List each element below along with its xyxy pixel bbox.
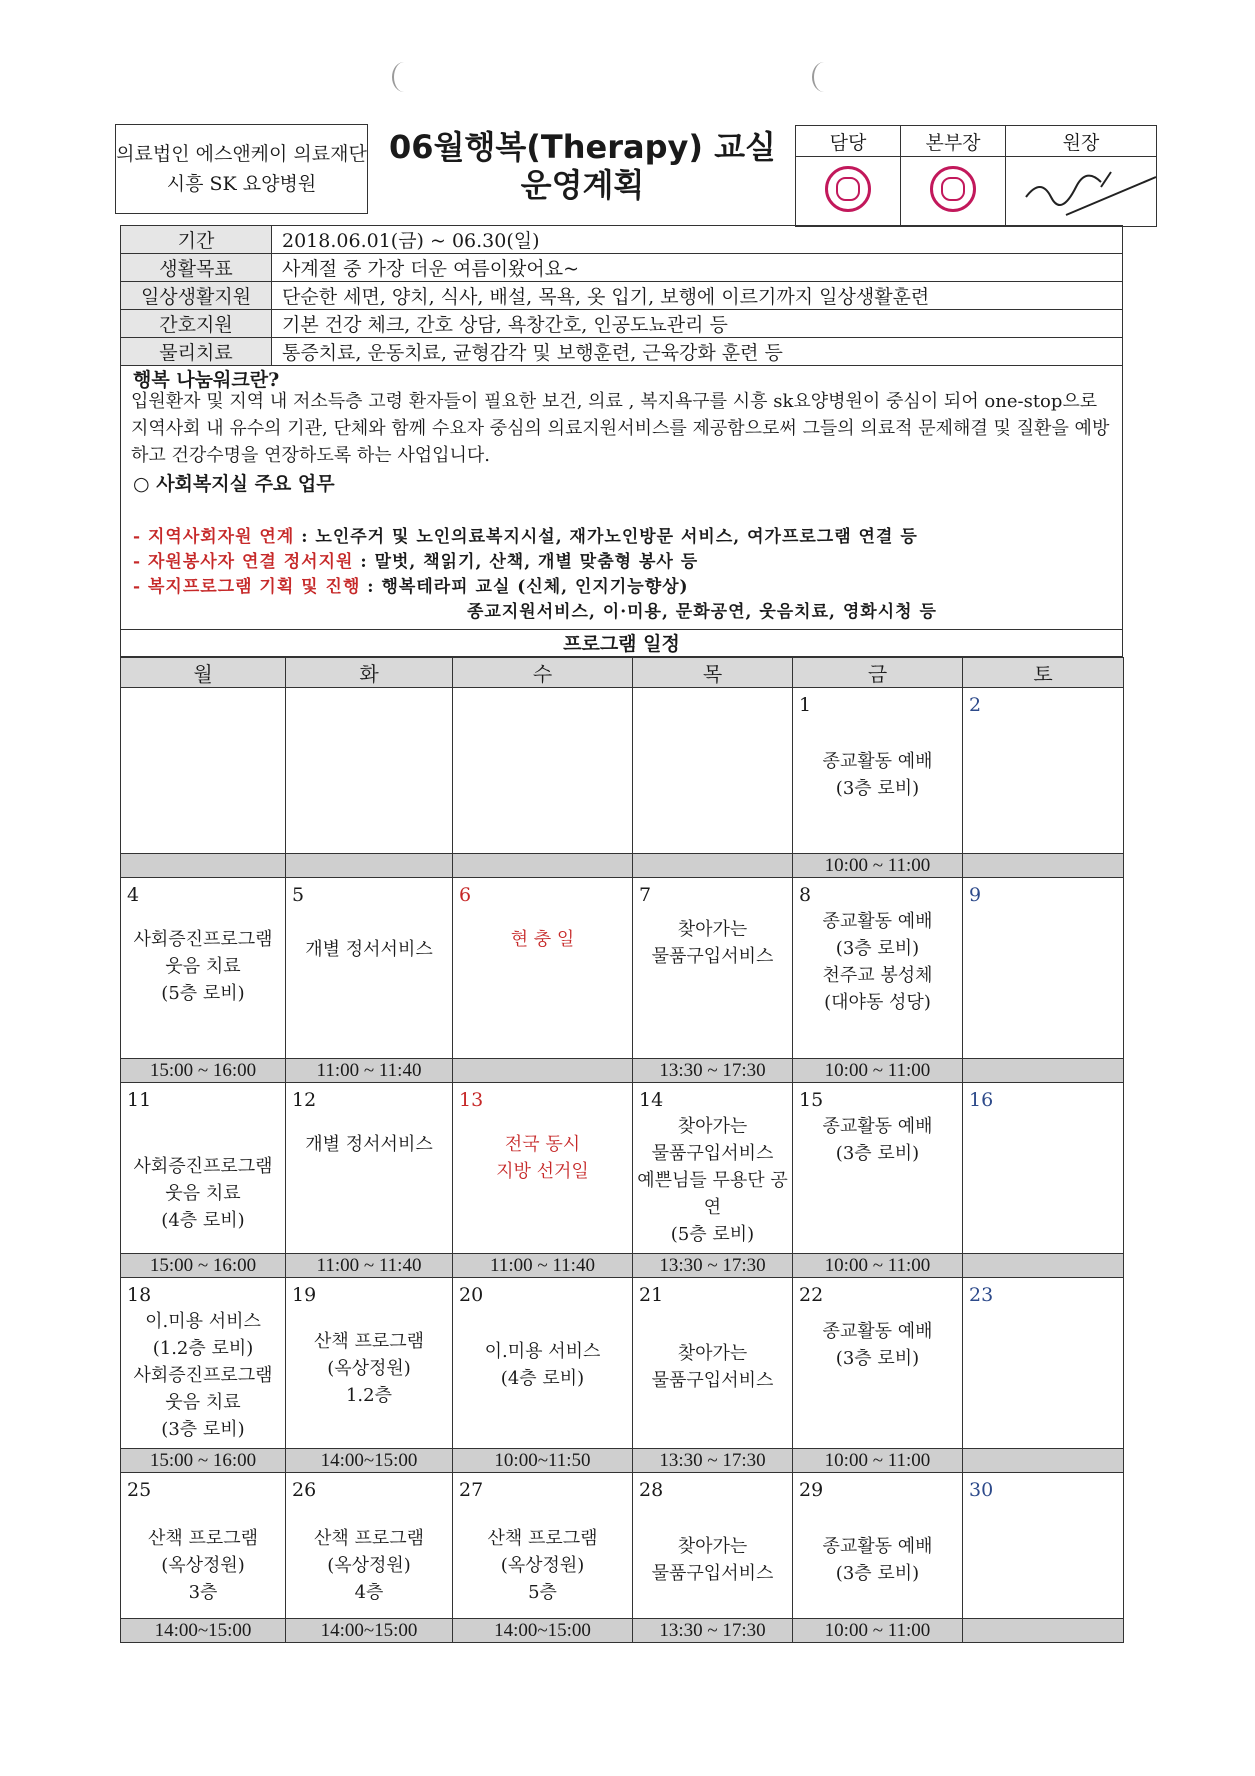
calendar-day-cell [121,1278,286,1449]
event-line: 종교활동 예배 [822,911,933,932]
time-slot [963,854,1124,878]
time-slot: 15:00 ~ 16:00 [121,1254,286,1278]
time-slot [633,854,793,878]
calendar-day-cell [453,1083,633,1254]
time-slot: 10:00 ~ 11:00 [793,1059,963,1083]
info-value: 2018.06.01(금) ~ 06.30(일) [272,226,1123,254]
time-slot: 13:30 ~ 17:30 [633,1619,793,1643]
time-slot [963,1449,1124,1473]
event-text [633,1340,792,1394]
duty-heading: - 복지프로그램 기획 및 진행 [133,577,361,597]
seal-stamp-icon [930,166,976,212]
event-line: (옥상정원) [327,1555,411,1576]
time-slot: 10:00~11:50 [453,1449,633,1473]
calendar-day-cell [286,1278,453,1449]
event-line: (5층 로비) [161,983,245,1004]
calendar-time-row [121,1449,1124,1473]
organization-box [115,124,368,214]
time-slot: 10:00 ~ 11:00 [793,1619,963,1643]
event-line: 4층 [354,1582,384,1603]
event-text [286,1131,452,1158]
event-line: 종교활동 예배 [822,1116,933,1137]
calendar-day-cell [633,1473,793,1619]
event-text [121,926,285,1007]
calendar-week-row [121,1278,1124,1449]
event-line: (옥상정원) [500,1555,585,1576]
event-line: 물품구입서비스 [651,1370,774,1391]
calendar-day-cell [633,878,793,1059]
duty-heading: - 지역사회자원 연계 [133,527,295,547]
day-number: 21 [639,1284,664,1306]
calendar-day-cell [963,1083,1124,1254]
time-slot: 11:00 ~ 11:40 [453,1254,633,1278]
time-slot: 10:00 ~ 11:00 [793,1449,963,1473]
event-text [453,1338,632,1392]
approval-signature-president [1006,157,1157,227]
event-line: 전국 동시 [504,1134,581,1155]
event-line: (3층 로비) [835,1143,920,1164]
time-slot: 10:00 ~ 11:00 [793,854,963,878]
event-line: 웃음 치료 [165,1392,241,1413]
day-number: 2 [969,694,982,716]
schedule-calendar [120,657,1124,1643]
approval-label-president: 원장 [1006,126,1157,157]
event-text [453,926,632,953]
day-number: 13 [459,1089,484,1111]
day-number: 7 [639,884,652,906]
calendar-week-row [121,1473,1124,1619]
event-line: (옥상정원) [161,1555,245,1576]
event-line: 찾아가는 [677,919,748,940]
calendar-day-cell [633,1278,793,1449]
day-number: 19 [292,1284,317,1306]
approval-stamp-staff [796,157,901,227]
event-text [453,1131,632,1185]
event-text [121,1525,285,1606]
seal-stamp-icon [825,166,871,212]
event-line: 웃음 치료 [165,1183,241,1204]
calendar-day-cell [963,878,1124,1059]
info-value: 단순한 세면, 양치, 식사, 배설, 목욕, 옷 입기, 보행에 이르기까지 일상생활훈련 [272,282,1123,310]
time-slot: 13:30 ~ 17:30 [633,1059,793,1083]
event-line: 5층 [528,1582,557,1603]
event-line: 찾아가는 [677,1116,748,1137]
duty-heading: - 자원봉사자 연결 정서지원 [133,552,354,572]
info-table [120,225,1123,366]
calendar-week-row [121,1083,1124,1254]
event-line: (1.2층 로비) [152,1338,254,1359]
calendar-day-cell [453,1473,633,1619]
description-box [120,363,1123,657]
event-line: 산책 프로그램 [313,1331,425,1352]
day-number: 23 [969,1284,994,1306]
social-work-title: ○ 사회복지실 주요 업무 [133,473,335,495]
event-text [633,1113,792,1248]
time-slot: 15:00 ~ 16:00 [121,1059,286,1083]
info-label: 기간 [121,226,272,254]
duty-body: : 말벗, 책읽기, 산책, 개별 맞춤형 봉사 등 [353,552,699,572]
calendar-time-row [121,1059,1124,1083]
time-slot [286,854,453,878]
title-line-1: 06월행복(Therapy) 교실 [389,128,776,166]
event-line: 사회증진프로그램 [133,929,273,950]
calendar-day-cell [453,1278,633,1449]
event-line: (4층 로비) [500,1368,585,1389]
event-text [121,1308,285,1443]
weekday-header: 화 [286,658,453,688]
time-slot [121,854,286,878]
event-line: 물품구입서비스 [651,946,774,967]
event-line: 지방 선거일 [496,1161,589,1182]
calendar-day-cell [793,688,963,854]
event-line: 찾아가는 [677,1536,748,1557]
duty-item [133,572,689,597]
calendar-week-row [121,878,1124,1059]
calendar-day-cell [793,1278,963,1449]
time-slot: 14:00~15:00 [453,1619,633,1643]
event-line: (4층 로비) [161,1210,245,1231]
event-line: (3층 로비) [835,938,920,959]
event-line: 종교활동 예배 [822,1536,933,1557]
duty-body: : 행복테라피 교실 (신체, 인지기능향상) [360,577,689,597]
day-number: 30 [969,1479,994,1501]
day-number: 18 [127,1284,152,1306]
approval-label-staff: 담당 [796,126,901,157]
time-slot: 14:00~15:00 [121,1619,286,1643]
day-number: 11 [127,1089,152,1111]
event-line: 물품구입서비스 [651,1563,774,1584]
calendar-day-cell [793,1083,963,1254]
day-number: 25 [127,1479,152,1501]
day-number: 29 [799,1479,824,1501]
calendar-day-cell [121,688,286,854]
happiness-text: 입원환자 및 지역 내 저소득층 고령 환자들이 필요한 보건, 의료 , 복지욕구를 시흥 sk요양병원이 중심이 되어 one-stop으로 지역사회 내 유수의 기관, 단체와 함께 수요자 중심의 의료지원서비스를 제공함으로써 그들의 의료적 문제해결 및 질환을 예방하고 건강수명을 연장하도록 하는 사업입니다. [131,391,1110,466]
time-slot [963,1059,1124,1083]
event-text [793,1318,962,1372]
day-number: 14 [639,1089,664,1111]
event-text [633,1533,792,1587]
event-line: (옥상정원) [327,1358,411,1379]
event-line: 산책 프로그램 [487,1528,598,1549]
event-line: 현 충 일 [510,929,575,950]
info-row [121,254,1123,282]
day-number: 15 [799,1089,824,1111]
duty-continuation: 종교지원서비스, 이·미용, 문화공연, 웃음치료, 영화시청 등 [467,602,937,622]
event-text [633,916,792,970]
day-number: 1 [799,694,812,716]
event-line: (3층 로비) [161,1419,245,1440]
calendar-time-row [121,854,1124,878]
time-slot [453,854,633,878]
event-line: (3층 로비) [835,778,920,799]
time-slot: 11:00 ~ 11:40 [286,1254,453,1278]
organization-name: 의료법인 에스앤케이 의료재단 [116,143,367,165]
weekday-header: 수 [453,658,633,688]
event-text [793,748,962,802]
event-line: 산책 프로그램 [313,1528,425,1549]
duty-body: : 노인주거 및 노인의료복지시설, 재가노인방문 서비스, 여가프로그램 연결 등 [294,527,918,547]
info-label: 물리치료 [121,338,272,366]
event-line: 1.2층 [345,1385,392,1406]
calendar-day-cell [286,1083,453,1254]
day-number: 4 [127,884,140,906]
calendar-day-cell [963,1278,1124,1449]
event-line: 이.미용 서비스 [484,1341,601,1362]
calendar-day-cell [963,688,1124,854]
calendar-day-cell [963,1473,1124,1619]
info-row [121,282,1123,310]
event-line: 3층 [188,1582,218,1603]
event-text [793,1113,962,1167]
event-line: 사회증진프로그램 [133,1156,273,1177]
event-text [286,1525,452,1606]
day-number: 22 [799,1284,824,1306]
day-number: 6 [459,884,472,906]
info-label: 간호지원 [121,310,272,338]
hospital-name: 시흥 SK 요양병원 [166,173,317,195]
day-number: 8 [799,884,812,906]
title-line-2: 운영계획 [520,166,645,204]
day-number: 26 [292,1479,317,1501]
time-slot: 14:00~15:00 [286,1619,453,1643]
event-line: (5층 로비) [670,1224,755,1245]
weekday-header: 금 [793,658,963,688]
time-slot: 10:00 ~ 11:00 [793,1254,963,1278]
info-row [121,226,1123,254]
info-label: 생활목표 [121,254,272,282]
day-number: 27 [459,1479,484,1501]
day-number: 9 [969,884,982,906]
event-text [121,1153,285,1234]
calendar-day-cell [121,1473,286,1619]
weekday-header: 목 [633,658,793,688]
event-text [793,908,962,1016]
weekday-header: 토 [963,658,1124,688]
document-title [385,128,780,204]
happiness-title: 행복 나눔워크란? [133,369,280,391]
calendar-day-cell [286,1473,453,1619]
day-number: 16 [969,1089,994,1111]
time-slot: 15:00 ~ 16:00 [121,1449,286,1473]
event-line: 물품구입서비스 [651,1143,774,1164]
event-text [453,1525,632,1606]
info-label: 일상생활지원 [121,282,272,310]
time-slot [453,1059,633,1083]
calendar-time-row [121,1254,1124,1278]
day-number: 12 [292,1089,317,1111]
calendar-week-row [121,688,1124,854]
event-line: (대야동 성당) [824,992,931,1013]
calendar-day-cell [453,878,633,1059]
event-text [286,936,452,963]
event-line: 예쁜님들 무용단 공연 [637,1170,788,1218]
time-slot: 11:00 ~ 11:40 [286,1059,453,1083]
calendar-day-cell [793,1473,963,1619]
calendar-day-cell [286,878,453,1059]
day-number: 28 [639,1479,664,1501]
time-slot: 13:30 ~ 17:30 [633,1449,793,1473]
approval-table [795,125,1157,227]
day-number: 20 [459,1284,484,1306]
punch-hole-right [812,62,836,92]
event-line: 사회증진프로그램 [133,1365,273,1386]
calendar-day-cell [453,688,633,854]
event-line: 이.미용 서비스 [145,1311,261,1332]
approval-stamp-director [901,157,1006,227]
duty-item [133,547,698,572]
info-value: 사계절 중 가장 더운 여름이왔어요~ [272,254,1123,282]
calendar-day-cell [121,1083,286,1254]
time-slot: 14:00~15:00 [286,1449,453,1473]
calendar-day-cell [633,1083,793,1254]
weekday-header: 월 [121,658,286,688]
time-slot: 13:30 ~ 17:30 [633,1254,793,1278]
approval-label-director: 본부장 [901,126,1006,157]
event-line: 찾아가는 [677,1343,748,1364]
calendar-time-row [121,1619,1124,1643]
event-line: 개별 정서서비스 [305,1134,433,1155]
info-row [121,338,1123,366]
info-value: 기본 건강 체크, 간호 상담, 욕창간호, 인공도뇨관리 등 [272,310,1123,338]
event-line: 종교활동 예배 [822,751,933,772]
event-text [793,1533,962,1587]
calendar-day-cell [286,688,453,854]
day-number: 5 [292,884,305,906]
info-row [121,310,1123,338]
event-line: 천주교 봉성체 [822,965,933,986]
schedule-title: 프로그램 일정 [120,629,1123,658]
event-line: (3층 로비) [835,1348,920,1369]
event-text [286,1328,452,1409]
punch-hole-left [392,62,416,92]
duty-item [133,522,918,547]
calendar-day-cell [121,878,286,1059]
calendar-day-cell [633,688,793,854]
event-line: (3층 로비) [835,1563,920,1584]
info-value: 통증치료, 운동치료, 균형감각 및 보행훈련, 근육강화 훈련 등 [272,338,1123,366]
event-line: 종교활동 예배 [822,1321,933,1342]
signature-icon [1006,157,1156,221]
time-slot [963,1254,1124,1278]
time-slot [963,1619,1124,1643]
event-line: 웃음 치료 [165,956,241,977]
calendar-day-cell [793,878,963,1059]
event-line: 개별 정서서비스 [305,939,433,960]
event-line: 산책 프로그램 [147,1528,259,1549]
